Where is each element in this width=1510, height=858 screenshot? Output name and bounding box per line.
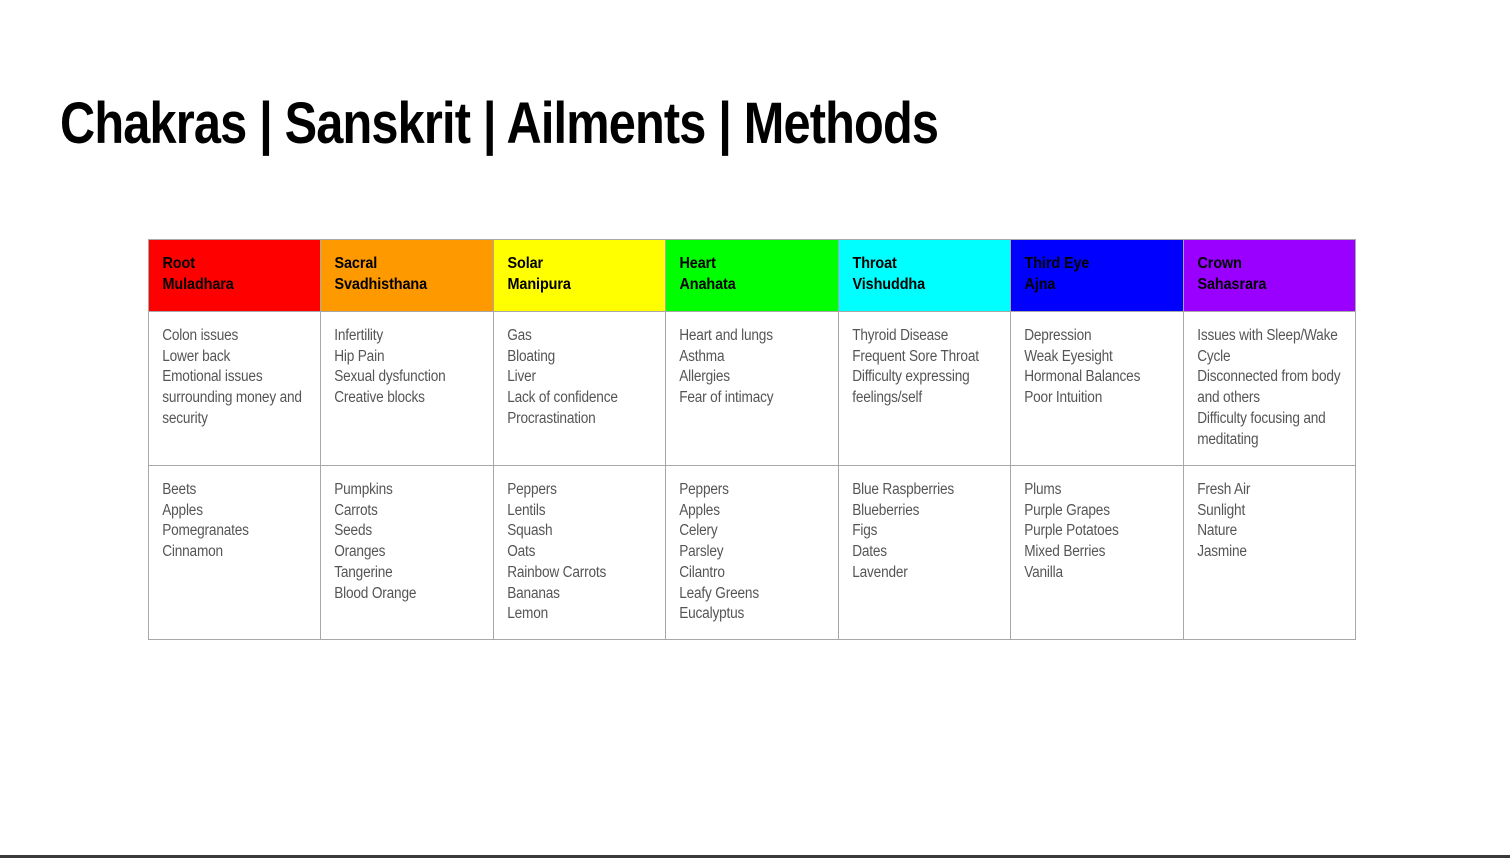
chakra-name: Third Eye [1024, 255, 1090, 272]
slide-title: Chakras | Sanskrit | Ailments | Methods [60, 91, 939, 156]
chakra-sanskrit-name: Anahata [679, 275, 736, 293]
chakra-header-cell [1011, 240, 1183, 312]
ailment-line: Fear of intimacy [679, 389, 774, 407]
method-line: Pumpkins [334, 481, 394, 498]
chakra-header-cell [1183, 240, 1355, 312]
method-line: Plums [1024, 481, 1062, 498]
method-line: Peppers [679, 481, 730, 498]
method-line: Leafy Greens [679, 584, 760, 602]
method-line: Vanilla [1024, 563, 1064, 581]
methods-list [149, 466, 321, 563]
ailment-line: Difficulty expressing [851, 368, 970, 386]
methods-list [1011, 466, 1183, 584]
ailment-line: Lower back [162, 347, 231, 365]
chakra-header-cell [838, 240, 1010, 312]
methods-list [666, 466, 838, 625]
method-line: Purple Potatoes [1024, 522, 1119, 540]
ailments-list [321, 312, 493, 409]
method-line: Beets [162, 481, 197, 498]
method-line: Blood Orange [334, 584, 417, 602]
ailment-line: Depression [1024, 327, 1092, 344]
method-line: Jasmine [1196, 543, 1247, 561]
method-line: Oranges [334, 543, 386, 561]
method-line: Blue Raspberries [851, 481, 954, 498]
chakra-header [321, 240, 493, 295]
chakra-name: Root [162, 255, 195, 272]
method-line: Apples [162, 501, 203, 519]
chakra-sanskrit-name: Svadhisthana [334, 275, 428, 293]
chakra-name: Throat [852, 255, 897, 272]
methods-cell [1183, 466, 1355, 640]
ailments-row [149, 312, 1356, 466]
method-line: Oats [507, 543, 536, 561]
ailment-line: Lack of confidence [507, 389, 618, 407]
chakra-header [839, 240, 1011, 295]
chakra-sanskrit-name: Manipura [507, 275, 571, 293]
method-line: Lemon [507, 605, 548, 623]
chakra-sanskrit-name: Muladhara [162, 275, 234, 293]
method-line: Eucalyptus [679, 605, 745, 623]
method-line: Figs [851, 522, 877, 540]
chakra-header-cell [149, 240, 321, 312]
chakra-header-row [149, 240, 1356, 312]
method-line: Celery [679, 522, 718, 540]
method-line: Tangerine [334, 563, 393, 581]
ailments-cell [149, 312, 321, 466]
ailments-list [666, 312, 838, 409]
ailment-line: Creative blocks [334, 389, 426, 407]
methods-cell [149, 466, 321, 640]
ailment-line: Bloating [507, 347, 555, 365]
chakra-name: Crown [1197, 255, 1242, 272]
ailments-list [149, 312, 321, 430]
ailments-list [494, 312, 666, 430]
ailment-line: Infertility [334, 327, 384, 344]
methods-list [321, 466, 493, 604]
ailments-list [1184, 312, 1356, 450]
method-line: Dates [851, 543, 887, 561]
ailment-line: Emotional issues [162, 368, 263, 386]
ailment-line: Issues with Sleep/Wake [1196, 327, 1338, 344]
methods-list [494, 466, 666, 625]
chakra-sanskrit-name: Ajna [1024, 275, 1056, 293]
ailment-line: Cycle [1196, 347, 1230, 365]
chakra-header [494, 240, 666, 295]
ailment-line: security [162, 409, 208, 427]
chakra-name: Sacral [334, 255, 378, 272]
chakra-header-cell [493, 240, 665, 312]
ailments-cell [1011, 312, 1183, 466]
method-line: Parsley [679, 543, 724, 561]
methods-cell [838, 466, 1010, 640]
method-line: Blueberries [851, 501, 919, 519]
chakra-header [1011, 240, 1183, 295]
methods-cell [666, 466, 838, 640]
method-line: Mixed Berries [1024, 543, 1106, 561]
chakra-sanskrit-name: Sahasrara [1197, 275, 1266, 293]
ailment-line: Difficulty focusing and [1196, 409, 1326, 427]
method-line: Lentils [507, 501, 546, 519]
ailment-line: surrounding money and [162, 389, 302, 407]
ailments-cell [1183, 312, 1355, 466]
ailment-line: Hormonal Balances [1024, 368, 1141, 386]
ailments-cell [838, 312, 1010, 466]
ailment-line: Procrastination [507, 409, 596, 427]
methods-row [149, 466, 1356, 640]
ailment-line: Thyroid Disease [851, 327, 948, 344]
chakra-header [149, 240, 321, 295]
methods-list [1184, 466, 1356, 563]
method-line: Bananas [507, 584, 560, 602]
ailment-line: Hip Pain [334, 347, 385, 365]
ailments-cell [321, 312, 493, 466]
method-line: Squash [507, 522, 553, 540]
methods-list [839, 466, 1011, 584]
ailment-line: Gas [507, 327, 532, 344]
chakra-sanskrit-name: Vishuddha [852, 275, 925, 293]
ailment-line: Disconnected from body [1196, 368, 1340, 386]
chakra-header [1184, 240, 1356, 295]
ailments-cell [493, 312, 665, 466]
methods-cell [493, 466, 665, 640]
ailment-line: Weak Eyesight [1024, 347, 1113, 365]
ailment-line: Heart and lungs [679, 327, 774, 344]
methods-cell [321, 466, 493, 640]
method-line: Apples [679, 501, 721, 519]
method-line: Carrots [334, 501, 379, 519]
method-line: Fresh Air [1196, 481, 1250, 498]
chakra-header [666, 240, 838, 295]
chakra-name: Heart [679, 255, 717, 272]
methods-cell [1011, 466, 1183, 640]
chakra-header-cell [321, 240, 493, 312]
method-line: Cinnamon [162, 543, 223, 561]
method-line: Lavender [851, 563, 908, 581]
ailment-line: Colon issues [162, 327, 239, 344]
chakra-name: Solar [507, 255, 543, 272]
ailments-cell [666, 312, 838, 466]
ailments-list [839, 312, 1011, 409]
method-line: Pomegranates [162, 522, 249, 540]
method-line: Purple Grapes [1024, 501, 1110, 519]
chakra-header-cell [666, 240, 838, 312]
ailment-line: feelings/self [851, 389, 922, 407]
ailment-line: and others [1196, 389, 1260, 407]
ailment-line: meditating [1196, 430, 1258, 448]
ailment-line: Poor Intuition [1024, 389, 1103, 407]
method-line: Seeds [334, 522, 373, 540]
ailments-list [1011, 312, 1183, 409]
ailment-line: Frequent Sore Throat [851, 347, 979, 365]
ailment-line: Allergies [679, 368, 731, 386]
method-line: Sunlight [1196, 501, 1245, 519]
method-line: Peppers [507, 481, 557, 498]
ailment-line: Sexual dysfunction [334, 368, 446, 386]
ailment-line: Asthma [679, 347, 725, 365]
method-line: Rainbow Carrots [507, 563, 606, 581]
chakra-table [148, 239, 1356, 640]
method-line: Nature [1196, 522, 1237, 540]
ailment-line: Liver [507, 368, 536, 386]
method-line: Cilantro [679, 563, 726, 581]
